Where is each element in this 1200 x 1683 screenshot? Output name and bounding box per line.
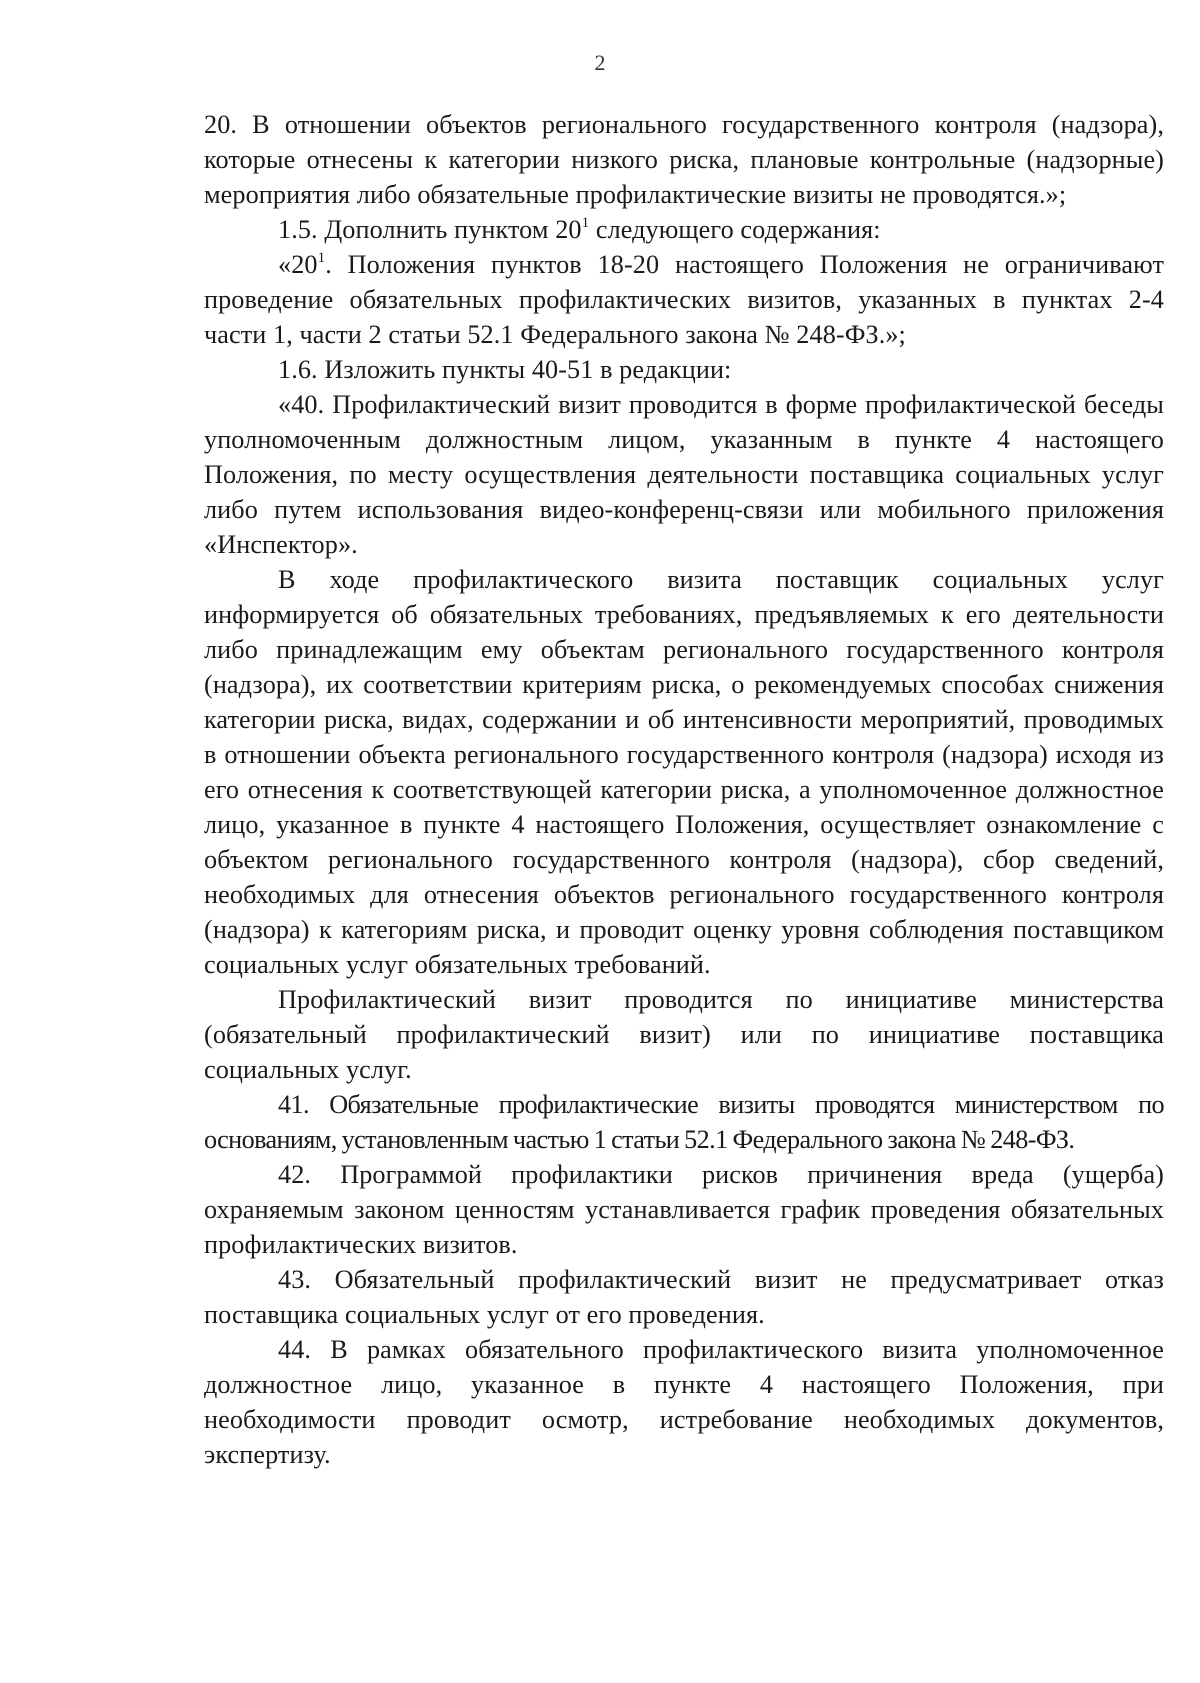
document-body bbox=[204, 107, 1164, 1472]
paragraph-20-1-start: «20 bbox=[278, 250, 318, 279]
superscript-1: 1 bbox=[581, 215, 590, 231]
paragraph-40: «40. Профилактический визит проводится в форме профилактической беседы уполномоченным должностным лицом, указанным в пункте 4 настоящего Положения, по месту осуществления деятельности поставщика социальных услуг либо путем использования видео-конференц-связи или мобильного приложения «Инспектор». bbox=[204, 390, 1164, 559]
paragraph-1-5-text: 1.5. Дополнить пунктом 20 bbox=[278, 215, 582, 244]
paragraph-40-b: В ходе профилактического визита поставщик социальных услуг информируется об обязательных требованиях, предъявляемых к его деятельности либо принадлежащим ему объектам регионального государственного контроля (надзора), их соответствии критериям риска, о рекомендуемых способах снижения категории риска, видах, содержании и об интенсивности мероприятий, проводимых в отношении объекта регионального государственного контроля (надзора) исходя из его отнесения к соответствующей категории риска, а уполномоченное должностное лицо, указанное в пункте 4 настоящего Положения, осуществляет ознакомление с объектом регионального государственного контроля (надзора), сбор сведений, необходимых для отнесения объектов регионального государственного контроля (надзора) к категориям риска, и проводит оценку уровня соблюдения поставщиком социальных услуг обязательных требований. bbox=[204, 565, 1164, 979]
page-number: 2 bbox=[594, 50, 606, 75]
paragraph-1-5 bbox=[204, 212, 1164, 247]
paragraph-44: 44. В рамках обязательного профилактического визита уполномоченное должностное лицо, указанное в пункте 4 настоящего Положения, при необходимости проводит осмотр, истребование необходимых документов, экспертизу. bbox=[204, 1335, 1164, 1469]
paragraph-20-1 bbox=[204, 247, 1164, 352]
paragraph-40-c: Профилактический визит проводится по инициативе министерства (обязательный профилактический визит) или по инициативе поставщика социальных услуг. bbox=[204, 985, 1164, 1084]
paragraph-42: 42. Программой профилактики рисков причинения вреда (ущерба) охраняемым законом ценностям устанавливается график проведения обязательных профилактических визитов. bbox=[204, 1160, 1164, 1259]
paragraph-20-1-text: . Положения пунктов 18-20 настоящего Положения не ограничивают проведение обязательных профилактических визитов, указанных в пунктах 2-4 части 1, части 2 статьи 52.1 Федерального закона № 248-ФЗ.»; bbox=[204, 250, 1164, 349]
paragraph-1-6: 1.6. Изложить пункты 40-51 в редакции: bbox=[278, 355, 732, 384]
paragraph-1-5-text-end: следующего содержания: bbox=[589, 215, 881, 244]
paragraph-43: 43. Обязательный профилактический визит не предусматривает отказ поставщика социальных услуг от его проведения. bbox=[204, 1265, 1164, 1329]
paragraph-41: 41. Обязательные профилактические визиты проводятся министерством по основаниям, установленным частью 1 статьи 52.1 Федерального закона № 248-ФЗ. bbox=[204, 1090, 1164, 1154]
paragraph-20: 20. В отношении объектов регионального государственного контроля (надзора), которые отнесены к категории низкого риска, плановые контрольные (надзорные) мероприятия либо обязательные профилактические визиты не проводятся.»; bbox=[204, 110, 1164, 209]
superscript-1: 1 bbox=[317, 250, 326, 266]
